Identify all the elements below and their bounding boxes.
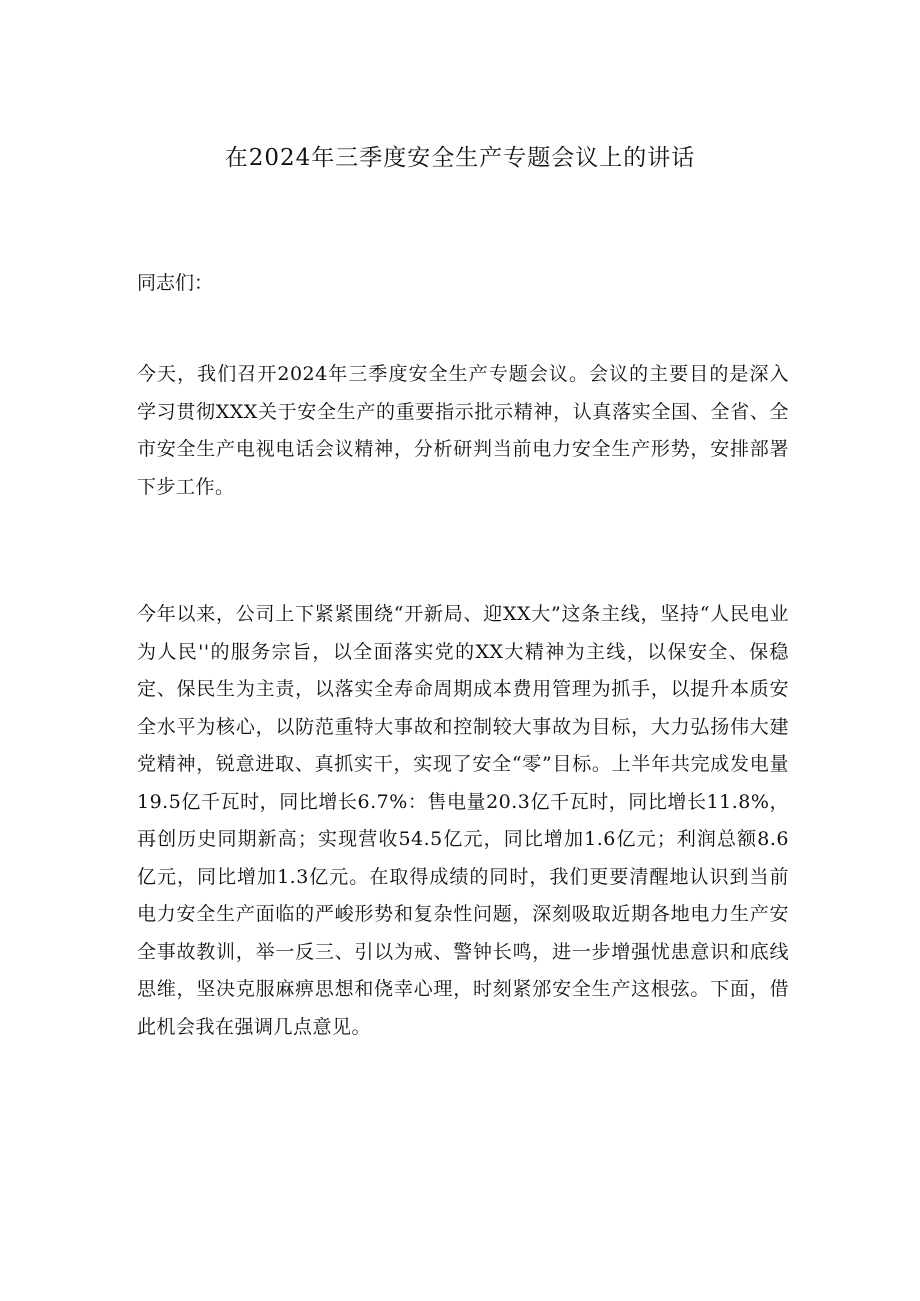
salutation: 同志们：: [137, 272, 214, 294]
paragraph-review: 今年以来，公司上下紧紧围绕“开新局、迎XX大”这条主线，坚持“人民电业为人民''的服务宗旨，以全面落实党的XX大精神为主线，以保安全、保稳定、保民生为主责，以落实全寿命周期成本费用管理为抓手，以提升本质安全水平为核心，以防范重特大事故和控制较大事故为目标，大力弘扬伟大建党精神，锐意进取、真抓实干，实现了安全“零”目标。上半年共完成发电量19.5亿千瓦时，同比增长6.7%：售电量20.3亿千瓦时，同比增长11.8%，再创历史同期新高；实现营收54.5亿元，同比增加1.6亿元；利润总额8.6亿元，同比增加1.3亿元。在取得成绩的同时，我们更要清醒地认识到当前电力安全生产面临的严峻形势和复杂性问题，深刻吸取近期各地电力生产安全事故教训，举一反三、引以为戒、警钟长鸣，进一步增强忧患意识和底线思维，坚决克服麻痹思想和侥幸心理，时刻紧邠安全生产这根弦。下面，借此机会我在强调几点意见。: [137, 603, 789, 1038]
document-title: 在2024年三季度安全生产专题会议上的讲话: [224, 145, 696, 171]
paragraph-opening: 今天，我们召开2024年三季度安全生产专题会议。会议的主要目的是深入学习贯彻XXX关于安全生产的重要指示批示精神，认真落实全国、全省、全市安全生产电视电话会议精神，分析研判当前电力安全生产形势，安排部署下步工作。: [137, 363, 789, 498]
